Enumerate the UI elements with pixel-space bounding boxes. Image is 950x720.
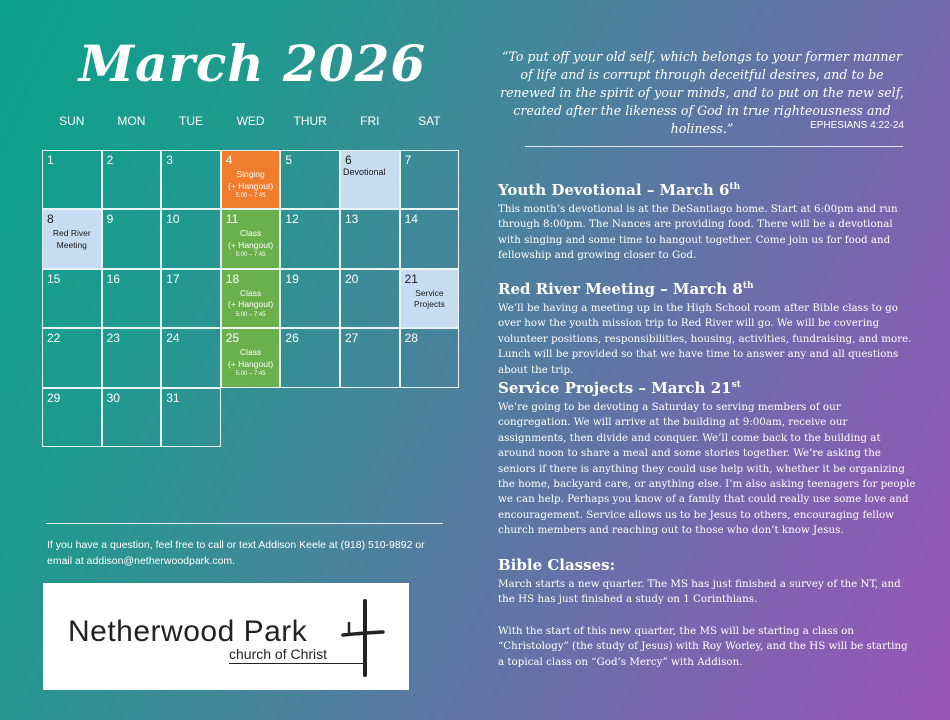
day-number: 13 bbox=[345, 212, 359, 227]
day-number: 3 bbox=[166, 153, 173, 167]
calendar-day-25 bbox=[221, 328, 281, 387]
calendar-event bbox=[222, 347, 280, 379]
devotional-body: This month’s devotional is at the DeSantiago home. Start at 6:00pm and run through 8:00pm. The Nances are providing food. There will be a devotional with singing and some time to hangout together. Come join us for food and fellowship and growing closer to God. bbox=[498, 203, 898, 262]
day-of-week-label: TUE bbox=[178, 114, 203, 128]
calendar-day-28 bbox=[400, 328, 460, 387]
day-number: 6 bbox=[345, 153, 352, 167]
calendar-event bbox=[401, 288, 459, 311]
church-logo bbox=[43, 583, 409, 690]
event-text: (+ Hangout) bbox=[228, 358, 274, 369]
calendar-day-21 bbox=[400, 269, 460, 328]
calendar-day-20 bbox=[340, 269, 400, 328]
day-of-week-label: MON bbox=[117, 114, 146, 128]
days-of-week-row bbox=[42, 114, 459, 130]
day-of-week-label: THUR bbox=[293, 114, 327, 128]
scripture-quote: “To put off your old self, which belongs to your former manner of life and is corrupt through deceitful desires, and to be renewed in the spirit of your minds, and to put on the new self, created after the likeness of God in true righteousness and holiness.” bbox=[500, 49, 904, 136]
day-number: 27 bbox=[345, 331, 359, 346]
day-of-week-label: WED bbox=[236, 114, 265, 128]
event-text: Devotional bbox=[343, 167, 386, 177]
calendar-day-13 bbox=[340, 209, 400, 268]
calendar-event bbox=[43, 228, 101, 251]
day-number: 19 bbox=[285, 271, 299, 286]
event-text: Meeting bbox=[56, 239, 87, 250]
event-time: 5:00 – 7:45 bbox=[235, 193, 266, 199]
day-number: 1 bbox=[47, 153, 54, 167]
event-text: Class bbox=[239, 347, 262, 358]
calendar-day-9 bbox=[102, 209, 162, 268]
calendar-day-30 bbox=[102, 388, 162, 447]
devotional-heading: Youth Devotional – March 6th bbox=[498, 181, 741, 199]
calendar-day-2 bbox=[102, 150, 162, 209]
calendar-event bbox=[343, 167, 399, 179]
day-number: 22 bbox=[47, 331, 61, 346]
calendar-day-29 bbox=[42, 388, 102, 447]
event-text: Projects bbox=[414, 299, 445, 310]
calendar-day-7 bbox=[400, 150, 460, 209]
calendar-day-17 bbox=[161, 269, 221, 328]
day-number: 18 bbox=[225, 271, 240, 286]
meeting-heading: Red River Meeting – March 8th bbox=[498, 280, 754, 298]
day-number: 4 bbox=[225, 153, 233, 167]
logo-name: Netherwood Park bbox=[68, 615, 308, 648]
event-time: 5:00 – 7:45 bbox=[235, 311, 266, 318]
divider bbox=[46, 523, 443, 524]
day-number: 11 bbox=[225, 212, 239, 227]
calendar-day-12 bbox=[280, 209, 340, 268]
calendar-day-15 bbox=[42, 269, 102, 328]
day-number: 2 bbox=[106, 153, 114, 167]
calendar-day-16 bbox=[102, 269, 162, 328]
event-text: (+ Hangout) bbox=[228, 180, 274, 191]
calendar-day-10 bbox=[161, 209, 221, 268]
day-of-week-label: SAT bbox=[418, 114, 441, 128]
cross-icon bbox=[339, 599, 387, 677]
calendar-day-18 bbox=[221, 269, 281, 328]
day-number: 10 bbox=[166, 212, 180, 227]
day-number: 20 bbox=[345, 271, 359, 286]
event-text: Service bbox=[415, 287, 444, 298]
day-number: 21 bbox=[404, 271, 418, 286]
day-number: 28 bbox=[404, 331, 418, 346]
calendar-event bbox=[222, 288, 280, 320]
day-number: 7 bbox=[404, 153, 412, 167]
calendar-day-14 bbox=[400, 209, 460, 268]
calendar-day-3 bbox=[161, 150, 221, 209]
day-number: 23 bbox=[106, 331, 120, 346]
meeting-body: We’ll be having a meeting up in the High School room after Bible class to go over how the youth mission trip to Red River will go. We will be covering volunteer positions, responsibilities, housing, activities, fundraising, and more. Lunch will be provided so that we have time to answer any and all questions about the trip. bbox=[498, 302, 912, 376]
day-of-week-label: FRI bbox=[360, 114, 380, 128]
classes-body-2: With the start of this new quarter, the MS will be starting a class on “Christology” (the study of Jesus) with Roy Worley, and the HS will be starting a topical class on “God’s Mercy” with Addison. bbox=[498, 625, 908, 668]
day-number: 17 bbox=[166, 271, 180, 286]
scripture-citation: EPHESIANS 4:22-24 bbox=[810, 120, 904, 131]
calendar-day-11 bbox=[221, 209, 281, 268]
event-text: Class bbox=[239, 287, 262, 298]
calendar-day-31 bbox=[161, 388, 221, 447]
calendar-day-22 bbox=[42, 328, 102, 387]
service-body: We’re going to be devoting a Saturday to serving members of our congregation. We will arrive at the building at 9:00am, receive our assignments, then divide and conquer. We’ll come back to the building at around noon to share a meal and some stories together. We’re asking the seniors if there is anything they could use help with, whether it be organizing the home, backyard care, or anything else. I’m also asking teenagers for people we can help. Perhaps you know of a family that could really use some love and encouragement. Service allows us to be Jesus to others, encouraging fellow church members and reaching out to those who don’t know Jesus. bbox=[498, 401, 916, 537]
day-number: 26 bbox=[285, 331, 299, 346]
event-text: Class bbox=[239, 228, 262, 239]
day-number: 9 bbox=[106, 212, 114, 227]
calendar-day-4 bbox=[221, 150, 281, 209]
calendar-day-26 bbox=[280, 328, 340, 387]
event-time: 5:00 – 7:45 bbox=[235, 252, 266, 259]
page-title: March 2026 bbox=[78, 34, 427, 93]
contact-info: If you have a question, feel free to call or text Addison Keele at (918) 510-9892 or email at addison@netherwoodpark.com. bbox=[47, 539, 425, 567]
logo-underline bbox=[229, 663, 365, 664]
event-time: 5:00 – 7:45 bbox=[235, 371, 266, 378]
calendar-day-19 bbox=[280, 269, 340, 328]
day-number: 25 bbox=[225, 331, 240, 346]
day-number: 29 bbox=[47, 390, 61, 405]
service-heading: Service Projects – March 21st bbox=[498, 379, 741, 397]
calendar-day-24 bbox=[161, 328, 221, 387]
event-text: (+ Hangout) bbox=[228, 299, 274, 310]
divider bbox=[525, 146, 903, 147]
event-text: Red River bbox=[52, 228, 91, 239]
day-number: 31 bbox=[166, 390, 180, 405]
calendar-event bbox=[222, 169, 280, 201]
event-text: (+ Hangout) bbox=[228, 239, 274, 250]
day-number: 14 bbox=[404, 212, 418, 227]
classes-body-1: March starts a new quarter. The MS has just finished a survey of the NT, and the HS has just finished a study on 1 Corinthians. bbox=[498, 578, 901, 606]
logo-subtitle: church of Christ bbox=[229, 646, 328, 662]
day-number: 5 bbox=[285, 153, 293, 167]
calendar-day-27 bbox=[340, 328, 400, 387]
day-number: 24 bbox=[166, 331, 180, 346]
day-number: 12 bbox=[285, 212, 299, 227]
day-of-week-label: SUN bbox=[59, 114, 85, 128]
day-number: 15 bbox=[47, 271, 61, 286]
calendar-day-23 bbox=[102, 328, 162, 387]
day-number: 8 bbox=[47, 212, 54, 227]
calendar-day-6 bbox=[340, 150, 400, 209]
calendar-day-5 bbox=[280, 150, 340, 209]
classes-heading: Bible Classes: bbox=[498, 556, 616, 574]
calendar-day-1 bbox=[42, 150, 102, 209]
calendar-day-8 bbox=[42, 209, 102, 268]
calendar-event bbox=[222, 228, 280, 260]
day-number: 16 bbox=[106, 271, 120, 286]
day-number: 30 bbox=[106, 390, 120, 405]
event-text: Singing bbox=[236, 169, 265, 179]
